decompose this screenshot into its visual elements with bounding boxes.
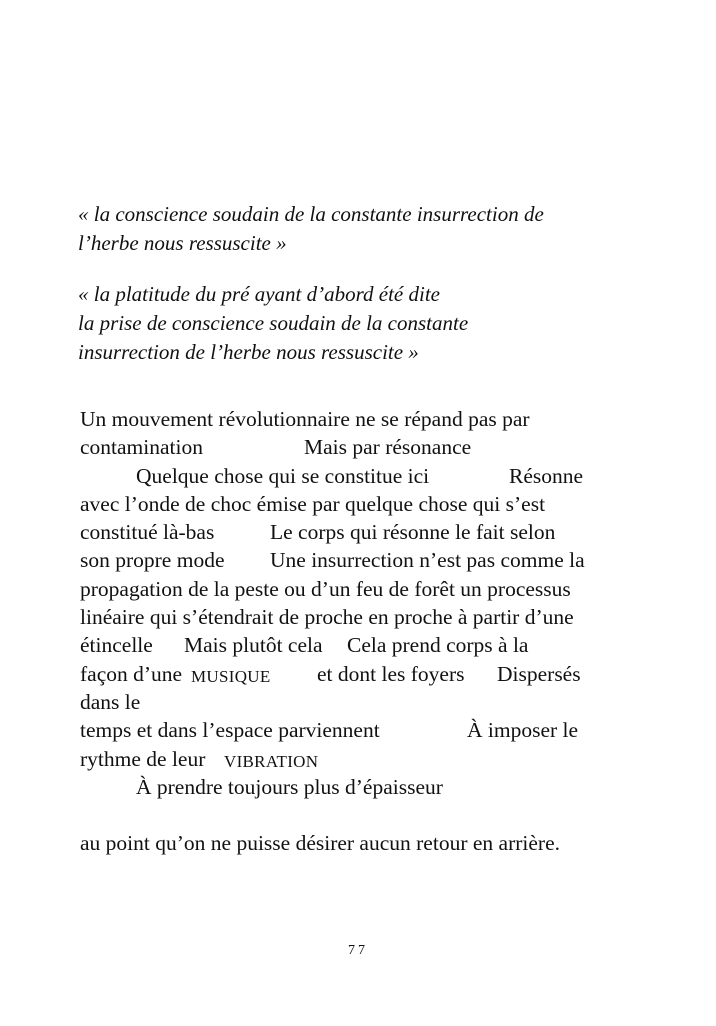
poem-text: Un mouvement révolutionnaire ne se répand pas par (80, 407, 530, 431)
poem-smallcaps-text: MUSIQUE (191, 666, 271, 686)
poem-text: Une insurrection n’est pas comme la (270, 548, 585, 573)
poem-text: À prendre toujours plus d’épaisseur (136, 774, 443, 799)
poem-text: Le corps qui résonne le fait selon (270, 520, 556, 545)
quote-2-line-3: insurrection de l’herbe nous ressuscite » (78, 340, 419, 364)
page-number: 77 (348, 943, 368, 958)
poem-text: constitué là-bas (80, 520, 215, 545)
poem-text: linéaire qui s’étendrait de proche en proche à partir d’une (80, 605, 574, 630)
poem-text: rythme de leur (80, 746, 206, 771)
poem-text: Résonne (509, 463, 584, 488)
poem-text: son propre mode (80, 548, 225, 573)
quote-1-line-1: « la conscience soudain de la constante insurrection de (78, 202, 544, 226)
quote-2-line-1: « la platitude du pré ayant d’abord été dite (78, 282, 440, 306)
quote-2-line-2: la prise de conscience soudain de la constante (78, 311, 469, 335)
poem-text: Mais par résonance (304, 435, 472, 460)
poem-text: propagation de la peste ou d’un feu de forêt un processus (80, 576, 571, 601)
poem-text: Quelque chose qui se constitue ici (136, 463, 430, 488)
poem-text: façon d’une (80, 661, 183, 686)
poem-text: au point qu’on ne puisse désirer aucun retour en arrière. (80, 831, 560, 856)
poem-text: contamination (80, 435, 203, 460)
quote-2 (78, 280, 468, 367)
poem-text: Cela prend corps à la (347, 633, 529, 658)
poem-smallcaps-text: VIBRATION (224, 751, 319, 771)
quote-1 (78, 200, 544, 258)
poem-text: Dispersés (497, 661, 581, 686)
poem-text: avec l’onde de choc émise par quelque chose qui s’est (80, 491, 546, 516)
poem-text: dans le (80, 689, 141, 714)
quote-1-line-2: l’herbe nous ressuscite » (78, 231, 287, 255)
poem-text: et dont les foyers (317, 661, 465, 686)
poem-text: Mais plutôt cela (184, 633, 323, 658)
poem-text: temps et dans l’espace parviennent (80, 718, 380, 743)
poem-text: étincelle (80, 633, 153, 658)
poem-text: À imposer le (467, 718, 579, 743)
